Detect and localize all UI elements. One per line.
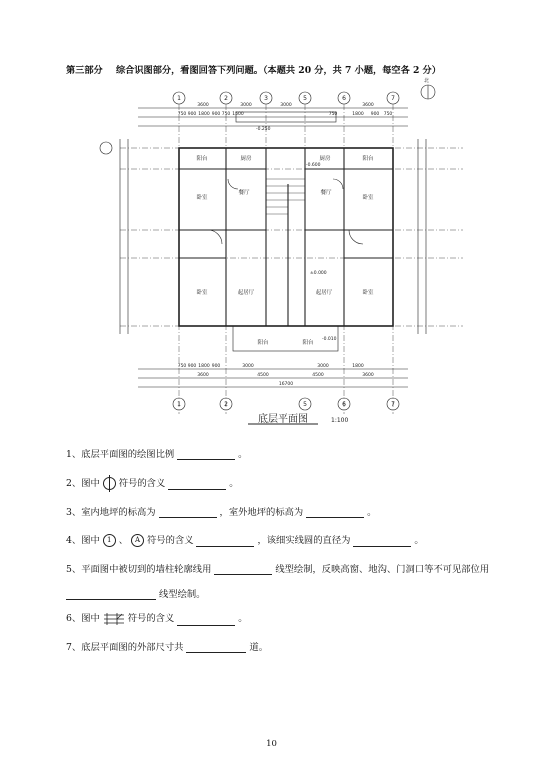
question-text: 。 — [367, 507, 377, 518]
axis-label-bottom: 2 — [224, 401, 228, 408]
room-label: 卧室 — [362, 195, 374, 201]
room-label: 阳台 — [302, 340, 314, 346]
answer-blank[interactable] — [214, 565, 272, 575]
elevation-mark: ±0.000 — [310, 271, 327, 276]
room-label: 阳台 — [362, 156, 374, 162]
question-text: 、 — [118, 535, 129, 546]
dim-text: 3000 — [240, 103, 252, 108]
part-label: 第三部分 — [66, 65, 103, 76]
drawing-title: 底层平面图 — [258, 414, 308, 425]
answer-blank[interactable] — [353, 537, 411, 547]
axis-label-bottom: 7 — [391, 401, 395, 408]
room-label: 餐厅 — [238, 190, 250, 196]
dim-text: 1800 — [352, 364, 364, 369]
dim-text: 1800 — [352, 112, 364, 117]
question-text: 1、底层平面图的绘图比例 — [66, 449, 175, 460]
answer-blank[interactable] — [177, 616, 235, 626]
axis-label-bottom: 6 — [342, 401, 346, 408]
answer-blank[interactable] — [159, 508, 217, 518]
question-6 — [66, 610, 248, 626]
question-1 — [66, 446, 247, 460]
axis-markers-side — [100, 142, 112, 154]
dim-text: 900 — [211, 364, 221, 369]
outer-walls — [179, 148, 393, 326]
axis-label-top: 2 — [224, 95, 228, 102]
room-label: 卧室 — [362, 290, 374, 296]
dim-text: 750 — [383, 112, 393, 117]
axis-label-bottom: 5 — [303, 401, 307, 408]
instruction-text: 综合识图部分，看图回答下列问题。（本题共 20 分，共 7 小题，每空各 2 分） — [115, 65, 441, 76]
question-text: 。 — [238, 449, 248, 460]
question-text: 4、图中 — [66, 535, 100, 546]
question-text: 线型绘制。 — [158, 589, 206, 600]
axis-label-top: 6 — [342, 95, 346, 102]
dim-total: 16700 — [278, 382, 294, 387]
answer-blank[interactable] — [168, 480, 226, 490]
question-text: 。 — [229, 478, 239, 489]
dim-text: 3000 — [242, 364, 254, 369]
question-text: ，室外地坪的标高为 — [219, 507, 304, 518]
elevation-mark: -0.250 — [256, 127, 271, 132]
question-3 — [66, 504, 376, 518]
dim-text: 3600 — [197, 103, 209, 108]
axis-circle-icon: A — [131, 534, 144, 547]
drawing-scale: 1:100 — [331, 417, 349, 424]
dim-text: 1800 — [198, 112, 210, 117]
room-label: 厨房 — [240, 156, 252, 162]
answer-blank[interactable] — [306, 508, 364, 518]
question-text: 6、图中 — [66, 613, 100, 624]
question-5 — [66, 561, 489, 575]
question-text: 7、底层平面图的外部尺寸共 — [66, 642, 184, 653]
room-label: 阳台 — [196, 156, 208, 162]
question-text: 道。 — [249, 642, 269, 653]
dim-text: 900 — [370, 112, 380, 117]
question-4 — [66, 532, 424, 547]
answer-blank[interactable] — [196, 537, 254, 547]
question-text: 线型绘制，反映高窗、地沟、门洞口等不可见部位用 — [275, 564, 490, 575]
room-label: 卧室 — [196, 290, 208, 296]
question-text: 符号的含义 — [147, 535, 194, 546]
dim-text: 750 — [177, 112, 187, 117]
room-label: 起居厅 — [237, 290, 255, 296]
room-label: 卧室 — [196, 195, 208, 201]
dim-text: 3000 — [280, 103, 292, 108]
elevation-mark: -0.010 — [322, 337, 337, 342]
dim-text: 1800 — [198, 364, 210, 369]
question-2 — [66, 475, 239, 490]
question-text: 。 — [414, 535, 424, 546]
question-5-cont — [66, 586, 205, 600]
dim-text: 900 — [211, 112, 221, 117]
question-7 — [66, 639, 268, 653]
dim-text: 750 — [328, 112, 338, 117]
room-label: 起居厅 — [315, 290, 333, 296]
dim-text: 750 — [177, 364, 187, 369]
dim-text: 750 — [221, 112, 231, 117]
room-label: 餐厅 — [320, 190, 332, 196]
question-text: 。 — [238, 613, 248, 624]
dim-text: 3600 — [362, 373, 374, 378]
dim-text: 3600 — [362, 103, 374, 108]
axis-label-top: 7 — [391, 95, 395, 102]
axis-circle-icon: 1 — [103, 534, 116, 547]
dim-text: 900 — [187, 364, 197, 369]
north-label: 北 — [424, 78, 430, 84]
dim-text: 3000 — [317, 364, 329, 369]
question-text: 符号的含义 — [127, 613, 175, 624]
answer-blank[interactable] — [186, 643, 246, 653]
answer-blank[interactable] — [66, 590, 156, 600]
dim-text: 900 — [187, 112, 197, 117]
question-text: 2、图中 — [66, 478, 100, 489]
question-text: 符号的含义 — [118, 478, 166, 489]
axis-label-top: 3 — [264, 95, 268, 102]
elevation-mark: -0.600 — [306, 163, 321, 168]
question-text: ，该细实线圆的直径为 — [257, 535, 351, 546]
question-text: 3、室内地坪的标高为 — [66, 507, 156, 518]
answer-blank[interactable] — [177, 450, 235, 460]
room-label: 阳台 — [257, 340, 269, 346]
axis-label-top: 5 — [303, 95, 307, 102]
page-number: 10 — [266, 739, 277, 749]
floor-plan-drawing — [118, 78, 438, 429]
question-text: 5、平面图中被切到的墙柱轮廓线用 — [66, 564, 212, 575]
axis-label-bottom: 1 — [177, 401, 181, 408]
section-header — [66, 62, 441, 76]
north-symbol-icon — [103, 477, 116, 490]
room-label: 厨房 — [319, 156, 331, 162]
dim-text: 4500 — [257, 373, 269, 378]
axis-label-top: 1 — [177, 95, 181, 102]
dim-text: 4500 — [312, 373, 324, 378]
dim-text: 1500 — [232, 112, 244, 117]
stair-break-icon — [103, 612, 125, 626]
dim-text: 3600 — [197, 373, 209, 378]
